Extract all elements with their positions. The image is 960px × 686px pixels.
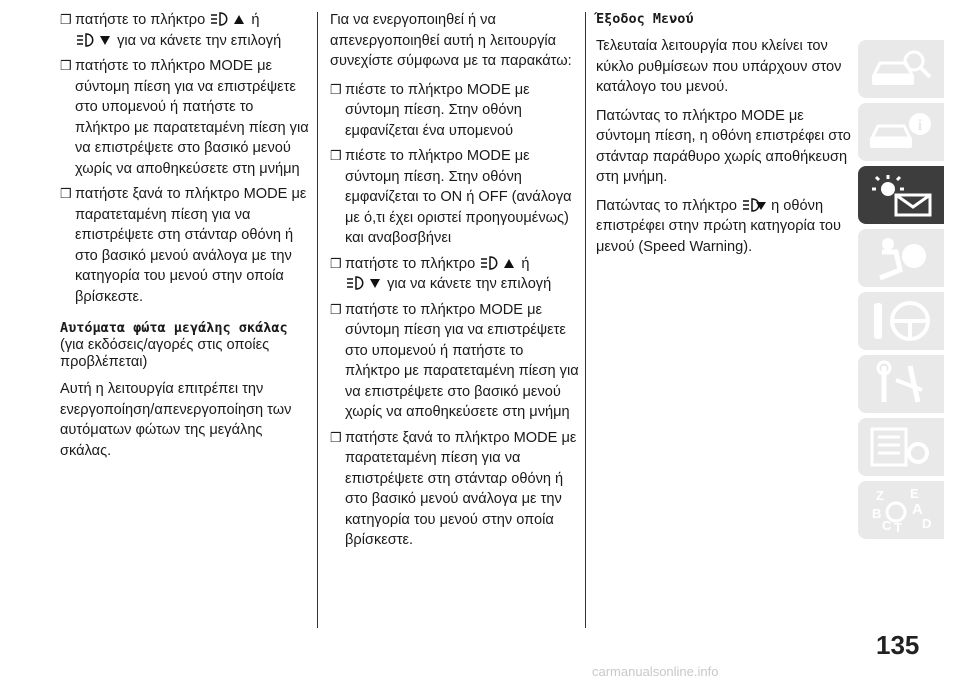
bullet-text: πατήστε το πλήκτρο	[75, 12, 206, 28]
bullet-marker: ❒	[330, 81, 342, 97]
bullet-item	[60, 56, 310, 179]
paragraph: Πατώντας το πλήκτρο MODE με σύντομη πίεση, η οθόνη επιστρέφει στο στάνταρ παράθυρο χωρίς αποθήκευση στη μνήμη.	[596, 107, 851, 185]
dashboard-lights-icon	[866, 171, 936, 219]
index-letter: E	[910, 486, 919, 501]
column-divider	[585, 12, 586, 628]
watermark: carmanualsonline.info	[592, 664, 719, 679]
tab-steering-wheel[interactable]	[858, 292, 944, 350]
column-2	[330, 10, 580, 556]
bullet-text: πατήστε ξανά το πλήκτρο MODE με παρατεταμένη πίεση για να επιστρέψετε στη στάνταρ οθόνη ή στο βασικό μενού ανάλογα με την κατηγορία του μενού στην οποία βρίσκεστε.	[75, 186, 307, 305]
section-heading: Έξοδος Μενού	[596, 11, 694, 27]
index-letter: A	[912, 501, 923, 518]
bullet-text: πιέστε το πλήκτρο MODE με σύντομη πίεση. Στην οθόνη εμφανίζεται ένα υπομενού	[345, 81, 530, 139]
bullet-text: πατήστε το πλήκτρο MODE με σύντομη πίεση για να επιστρέψετε στο υπομενού ή πατήστε το πλήκτρο με παρατεταμένη πίεση για να επιστρέψετε στο βασικό μενού χωρίς να αποθηκεύσετε στη μνήμη	[75, 58, 309, 177]
index-letter: C	[882, 518, 892, 533]
bullet-item	[330, 300, 580, 423]
column-1	[60, 10, 310, 469]
bullet-marker: ❒	[330, 429, 342, 445]
alphabet-index-icon	[866, 484, 936, 536]
tab-alphabet-index[interactable]	[858, 481, 944, 539]
paragraph: Τελευταία λειτουργία που κλείνει τον κύκλο ρυθμίσεων που υπάρχουν στον κατάλογο του μενού.	[596, 38, 842, 95]
index-letter: B	[872, 506, 882, 521]
tab-car-search[interactable]	[858, 40, 944, 98]
bullet-marker: ❒	[60, 12, 72, 27]
bullet-marker: ❒	[60, 58, 72, 73]
bullet-item: ❒ πατήστε το πλήκτρο ή για να κάνετε την επιλογή	[330, 254, 580, 295]
bullet-marker: ❒	[330, 301, 342, 317]
light-up-icon	[479, 256, 517, 270]
list-gear-icon	[866, 423, 936, 471]
section-note: (για εκδόσεις/αγορές στις οποίες προβλέπεται)	[60, 337, 270, 370]
paragraph: Πατώντας το πλήκτρο η οθόνη επιστρέφει στην πρώτη κατηγορία του μενού (Speed Warning).	[596, 197, 841, 255]
index-letter: T	[894, 520, 902, 535]
bullet-item	[330, 80, 580, 142]
car-search-icon	[866, 45, 936, 93]
page-number: 135	[876, 630, 920, 660]
paragraph: Αυτή η λειτουργία επιτρέπει την ενεργοποίηση/απενεργοποίηση των αυτόματων φώτων της μεγάλης σκάλας.	[60, 381, 292, 459]
svg-text:i: i	[917, 117, 923, 134]
airbag-person-icon	[866, 234, 936, 282]
tab-dashboard-lights[interactable]	[858, 166, 944, 224]
column-divider	[317, 12, 318, 628]
section-heading: Αυτόματα φώτα μεγάλης σκάλας	[60, 320, 288, 336]
index-letter: D	[922, 516, 932, 531]
paragraph: Για να ενεργοποιηθεί ή να απενεργοποιηθεί αυτή η λειτουργία συνεχίστε σύμφωνα με τα παρακάτω:	[330, 12, 572, 69]
bullet-marker: ❒	[330, 255, 342, 271]
bullet-text: πατήστε ξανά το πλήκτρο MODE με παρατεταμένη πίεση για να επιστρέψετε στη στάνταρ οθόνη ή στο βασικό μενού ανάλογα με την κατηγορία του μενού στην οποία βρίσκεστε.	[345, 429, 577, 548]
bullet-item: ❒ πατήστε το πλήκτρο ή για να κάνετε την επιλογή	[60, 10, 310, 51]
bullet-text: πατήστε το πλήκτρο	[345, 255, 476, 272]
bullet-item	[330, 428, 580, 551]
tab-car-info[interactable]	[858, 103, 944, 161]
steering-wheel-icon	[866, 297, 936, 345]
bullet-item	[330, 146, 580, 249]
column-3	[596, 10, 854, 265]
tab-list-gear[interactable]	[858, 418, 944, 476]
tools-icon	[866, 360, 936, 408]
car-info-icon	[866, 108, 936, 156]
light-down-icon	[75, 33, 113, 47]
bullet-marker: ❒	[60, 186, 72, 201]
index-letter: Z	[876, 488, 884, 503]
tab-tools[interactable]	[858, 355, 944, 413]
bullet-text: πιέστε το πλήκτρο MODE με σύντομη πίεση. Στην οθόνη εμφανίζεται το ON ή OFF (ανάλογα με ό,τι έχει οριστεί προηγουμένως) και αναβοσβήνει	[345, 148, 572, 246]
tab-airbag[interactable]	[858, 229, 944, 287]
light-down-icon	[345, 276, 383, 290]
bullet-text: πατήστε το πλήκτρο MODE με σύντομη πίεση για να επιστρέψετε στο υπομενού ή πατήστε το πλήκτρο με παρατεταμένη πίεση για να επιστρέψετε στο βασικό μενού χωρίς να αποθηκεύσετε στη μνήμη	[345, 301, 579, 420]
light-down-icon	[741, 198, 767, 212]
light-up-icon	[209, 12, 247, 26]
bullet-item	[60, 184, 310, 307]
bullet-marker: ❒	[330, 148, 342, 163]
chapter-sidebar	[858, 40, 948, 544]
